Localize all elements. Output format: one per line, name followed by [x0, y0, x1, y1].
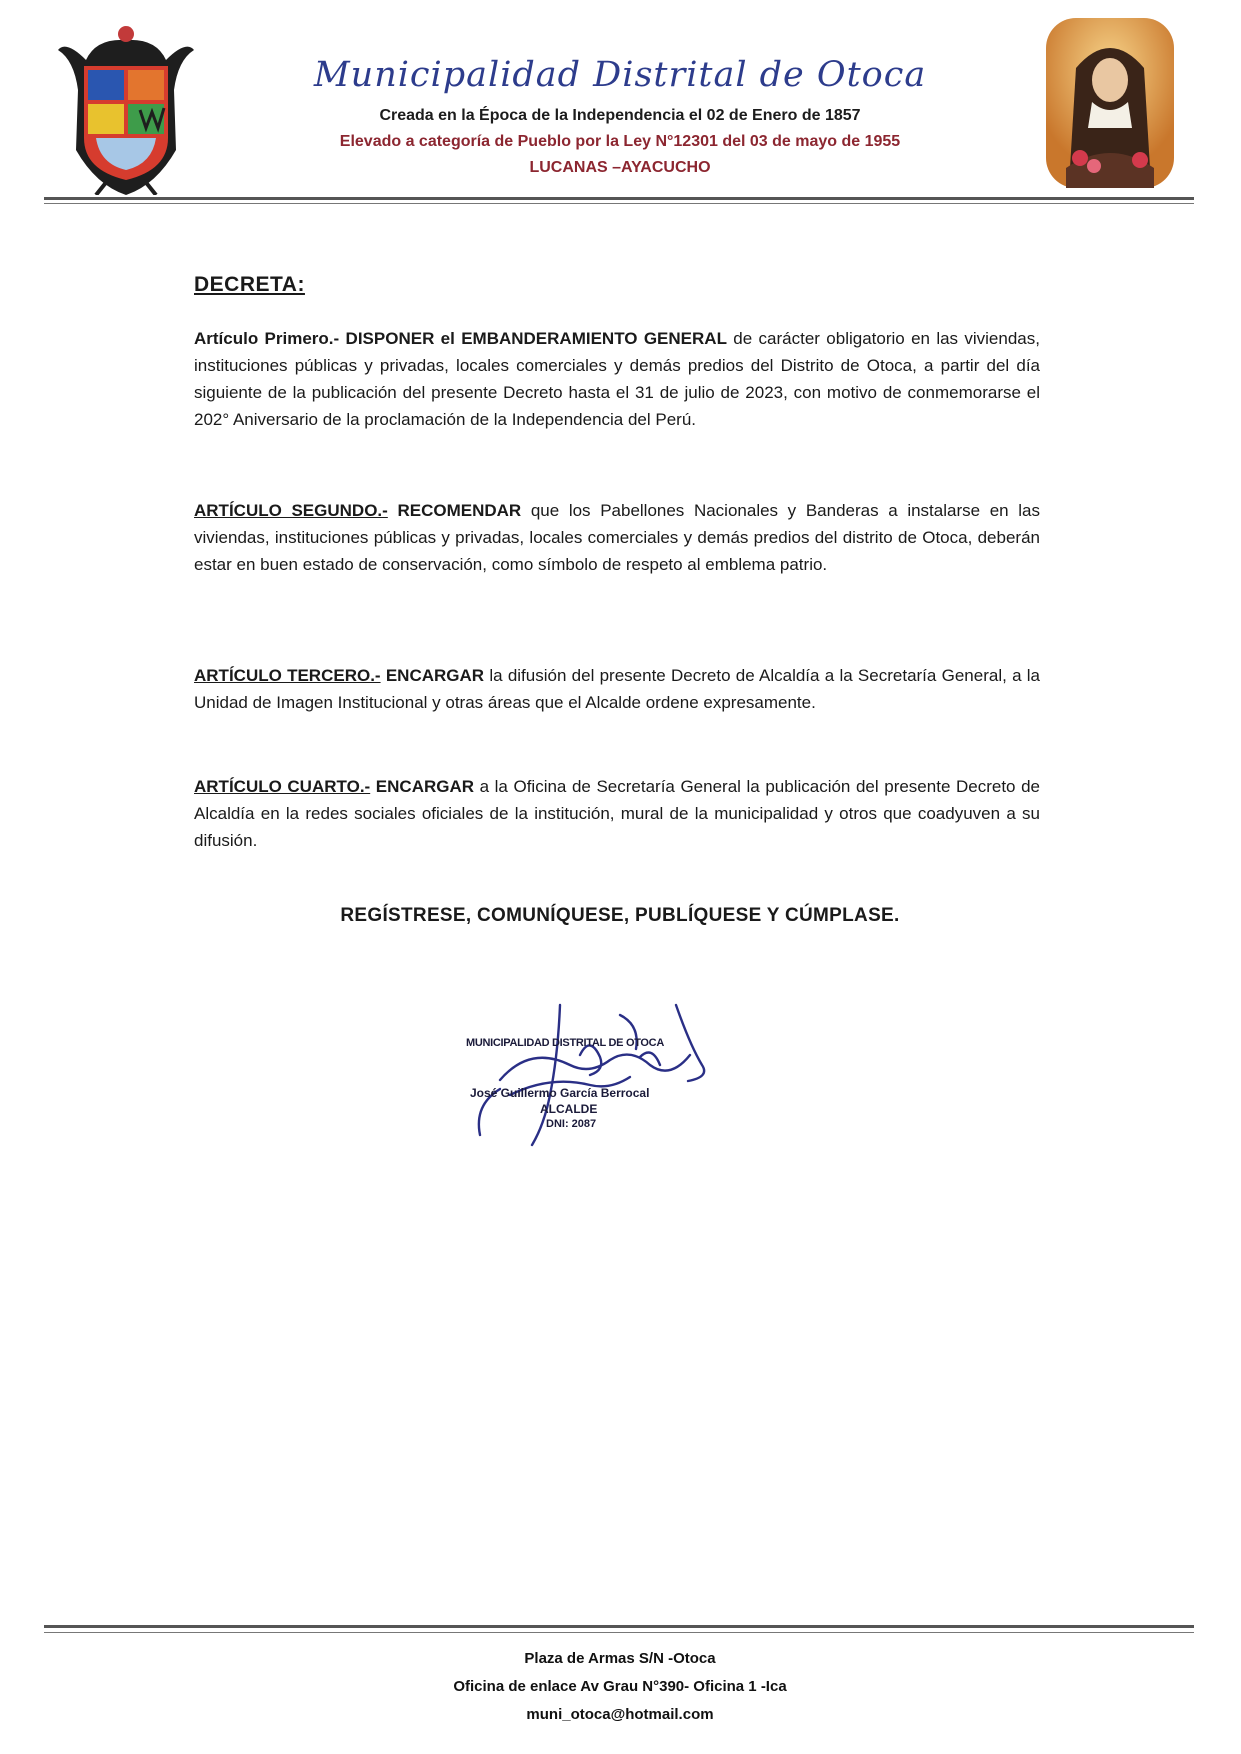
article-1-text: de carácter obligatorio en las viviendas, instituciones públicas y privadas, locales comerciales y demás predios del Distrito de Otoca, a partir del día siguiente de la publicación del presente Decreto hasta el 31 de julio de 2023, con motivo de conmemorarse el 202° Aniversario de la proclamación de la Independencia del Perú.: [194, 329, 1040, 429]
article-1-label: Artículo Primero.-: [194, 329, 340, 348]
stamp-mayor-name: José Guillermo García Berrocal: [470, 1086, 650, 1100]
footer-contact: [200, 1645, 1040, 1729]
article-1-action: DISPONER el EMBANDERAMIENTO GENERAL: [345, 329, 727, 348]
article-3-action: ENCARGAR: [385, 666, 485, 685]
footer-address: Plaza de Armas S/N -Otoca: [524, 1650, 716, 1667]
saint-portrait-image: [1046, 18, 1174, 188]
footer-office: Oficina de enlace Av Grau N°390- Oficina 1 -Ica: [453, 1678, 787, 1695]
article-4-action: ENCARGAR: [375, 777, 475, 796]
article-3-label: ARTÍCULO TERCERO.-: [194, 666, 381, 685]
footer-divider-thin: [44, 1632, 1194, 1633]
header-divider-thin: [44, 203, 1194, 204]
stamp-title: ALCALDE: [540, 1102, 598, 1116]
stamp-dni: DNI: 2087: [546, 1118, 597, 1130]
decree-heading: DECRETA:: [194, 273, 305, 296]
letterhead: [200, 52, 1040, 178]
footer-email: muni_otoca@hotmail.com: [526, 1706, 714, 1723]
article-2: [194, 497, 1040, 578]
article-4: [194, 773, 1040, 854]
article-1: [194, 325, 1040, 433]
footer-divider: [44, 1625, 1194, 1628]
foundation-line: Creada en la Época de la Independencia el 02 de Enero de 1857: [379, 107, 861, 124]
article-4-text: a la Oficina de Secretaría General la publicación del presente Decreto de Alcaldía en la redes sociales oficiales de la institución, mural de la municipalidad y otros que coadyuven a su difusión.: [194, 777, 1040, 850]
article-3-text: la difusión del presente Decreto de Alcaldía a la Secretaría General, a la Unidad de Imagen Institucional y otras áreas que el Alcalde ordene expresamente.: [194, 666, 1041, 712]
closing-formula: REGÍSTRESE, COMUNÍQUESE, PUBLÍQUESE Y CÚMPLASE.: [340, 905, 900, 926]
article-2-text: que los Pabellones Nacionales y Banderas a instalarse en las viviendas, instituciones públicas y privadas, locales comerciales y demás predios del distrito de Otoca, deberán estar en buen estado de conservación, como símbolo de respeto al emblema patrio.: [194, 501, 1040, 574]
article-2-action: RECOMENDAR: [397, 501, 522, 520]
municipality-title: Municipalidad Distrital de Otoca: [313, 55, 927, 95]
article-3: [194, 662, 1040, 716]
elevation-line: Elevado a categoría de Pueblo por la Ley N°12301 del 03 de mayo de 1955: [339, 133, 901, 150]
article-4-label: ARTÍCULO CUARTO.-: [194, 777, 371, 796]
header-divider: [44, 197, 1194, 200]
article-2-label: ARTÍCULO SEGUNDO.-: [194, 501, 388, 520]
coat-of-arms-logo: [56, 20, 196, 195]
stamp-institution: MUNICIPALIDAD DISTRITAL DE OTOCA: [466, 1037, 664, 1049]
location-line: LUCANAS –AYACUCHO: [529, 159, 711, 176]
